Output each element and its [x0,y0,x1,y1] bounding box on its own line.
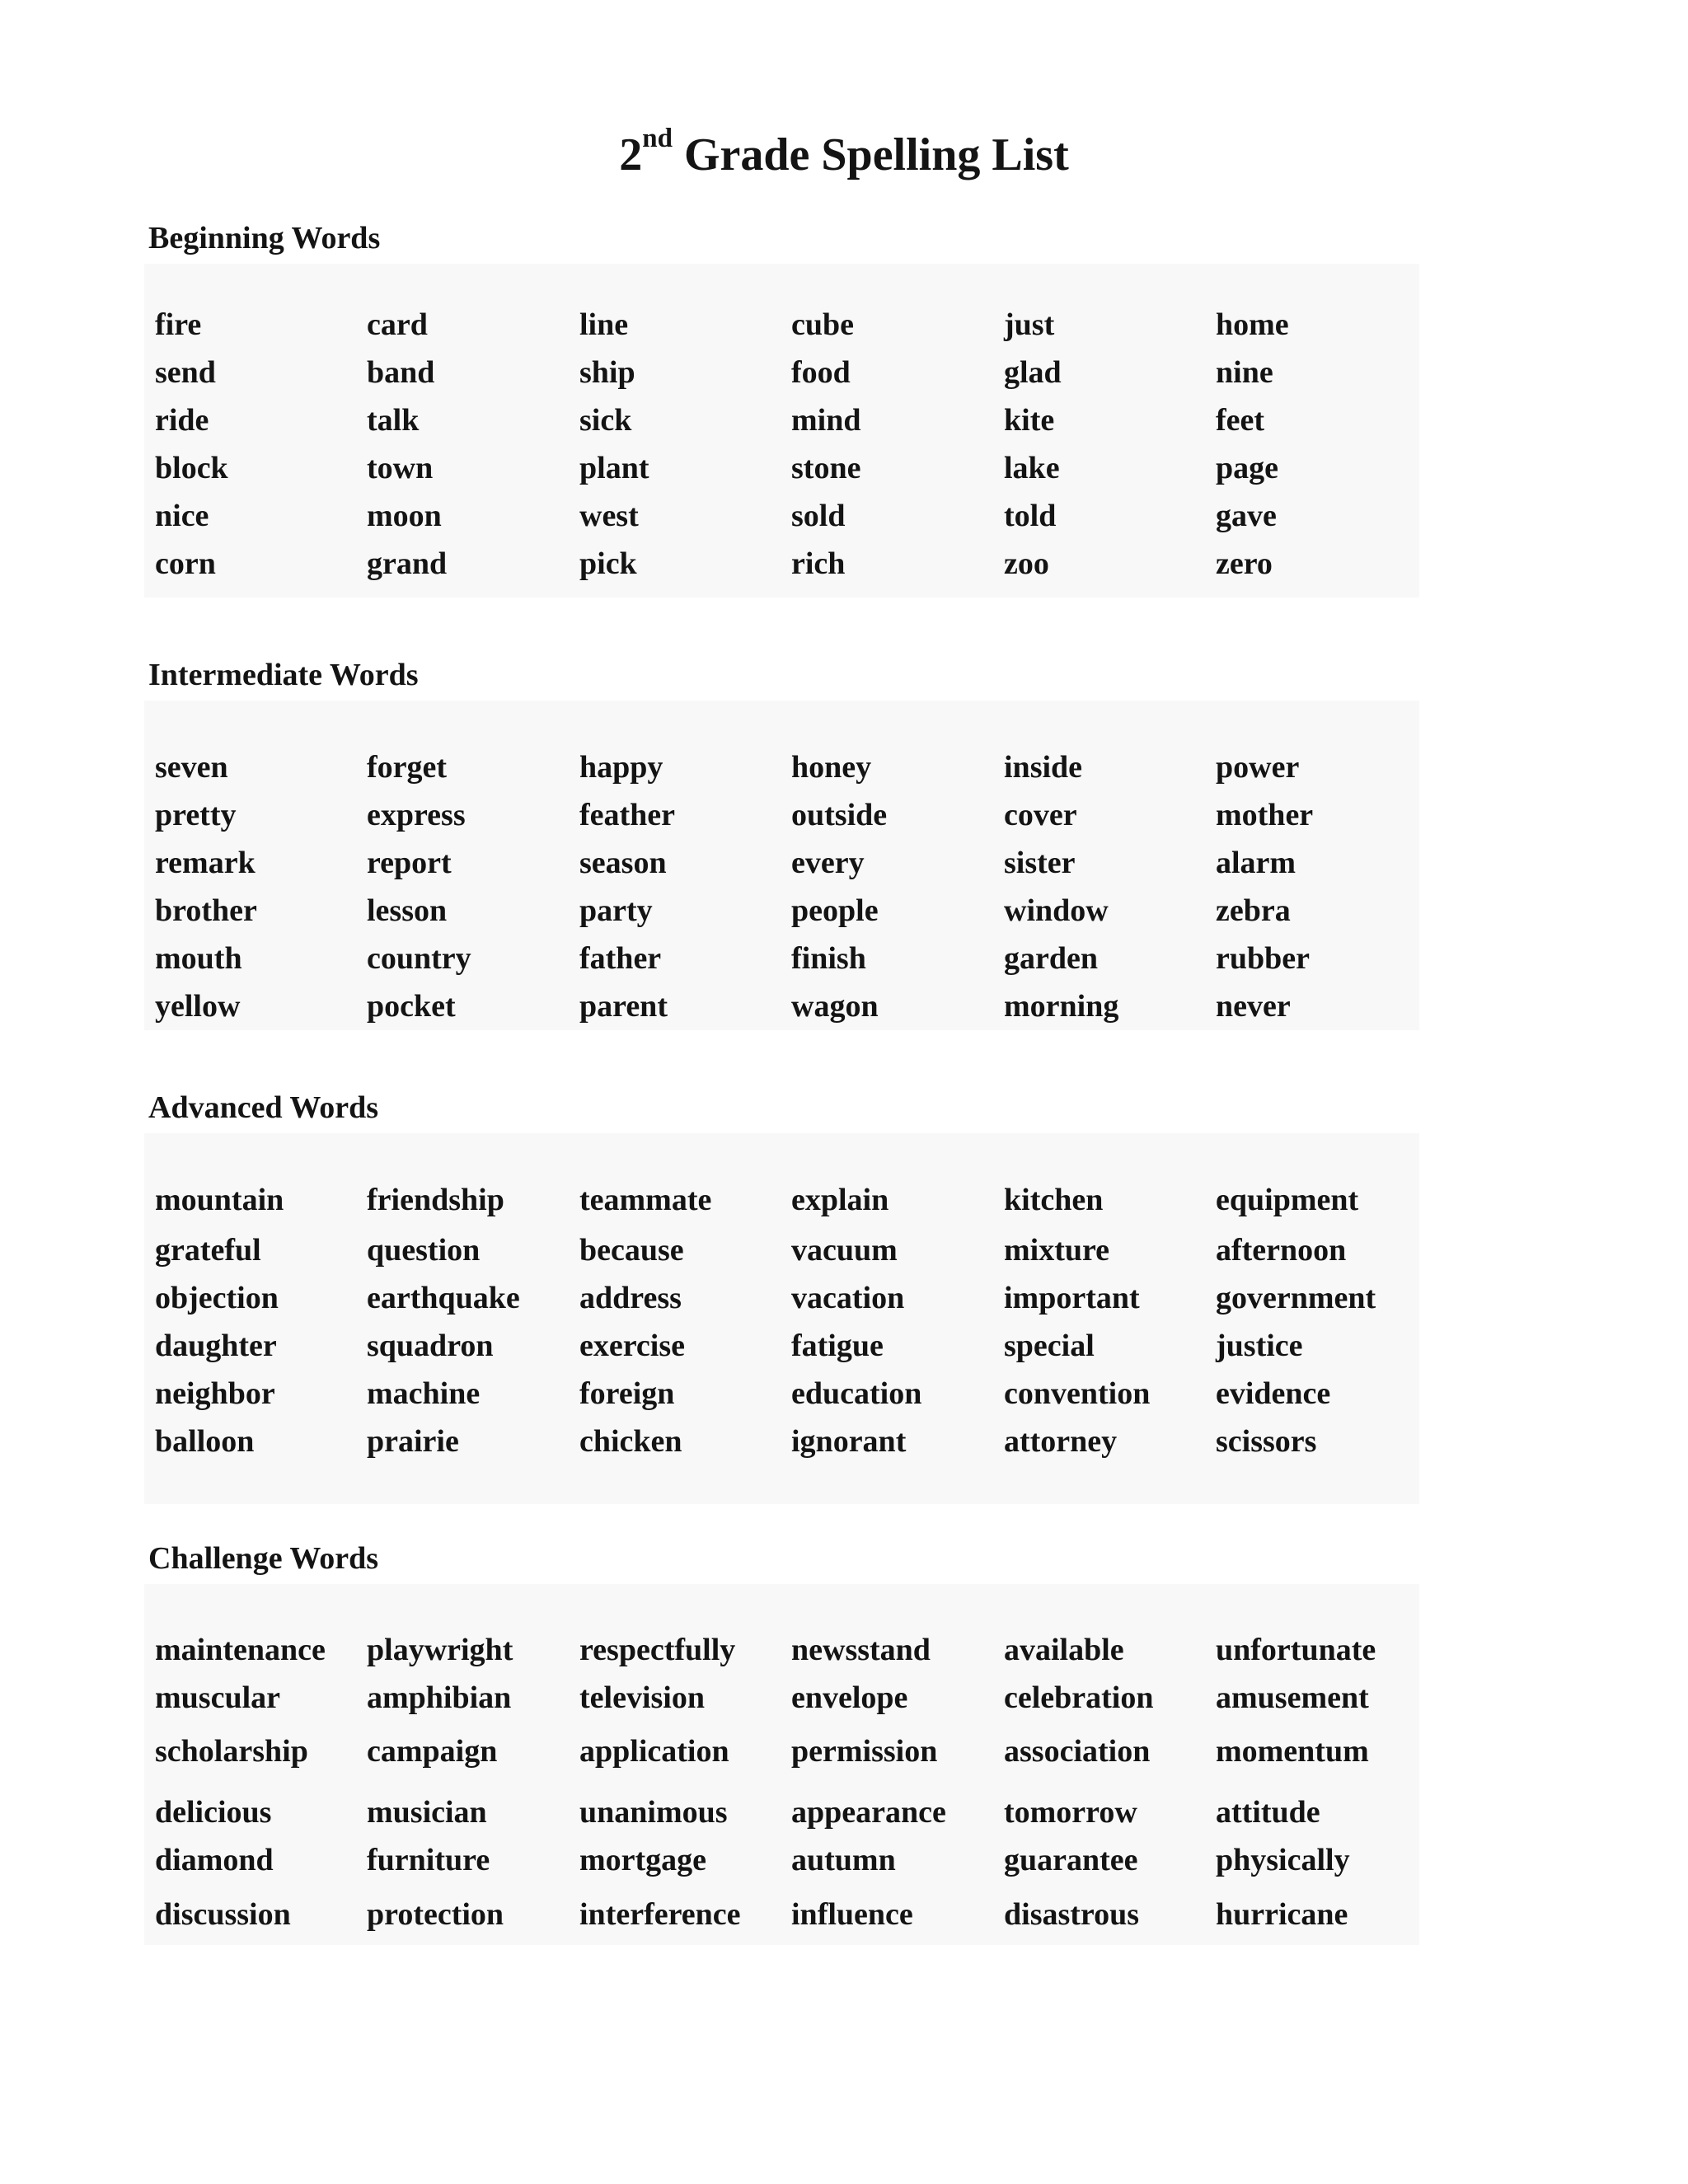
spelling-word: mountain [155,1183,284,1217]
spelling-word: party [579,893,653,928]
spelling-word: because [579,1233,684,1268]
spelling-word: mother [1216,798,1314,832]
spelling-word: block [155,451,228,485]
word-row [144,353,1419,392]
spelling-word: rubber [1216,941,1310,976]
spelling-word: foreign [579,1376,675,1411]
spelling-word: address [579,1281,682,1315]
spelling-word: sister [1004,846,1076,880]
spelling-word: convention [1004,1376,1151,1411]
spelling-word: pretty [155,798,237,832]
spelling-word: special [1004,1329,1095,1363]
spelling-word: envelope [791,1680,908,1715]
spelling-word: pocket [367,989,456,1024]
spelling-word: nine [1216,355,1273,390]
word-row [144,1230,1419,1270]
section-heading-challenge-words: Challenge Words [148,1541,379,1576]
spelling-word: cover [1004,798,1077,832]
section-heading-intermediate-words: Intermediate Words [148,658,419,692]
spelling-word: delicious [155,1795,272,1830]
spelling-word: ride [155,403,209,438]
spelling-word: mind [791,403,861,438]
spelling-word: discussion [155,1897,291,1932]
spelling-word: chicken [579,1424,682,1459]
spelling-word: line [579,307,629,342]
title-ordinal: 2 [619,129,643,180]
spelling-word: corn [155,546,216,581]
spelling-word: exercise [579,1329,685,1363]
spelling-word: zoo [1004,546,1049,581]
spelling-word: window [1004,893,1109,928]
spelling-word: amusement [1216,1680,1369,1715]
spelling-word: mortgage [579,1843,707,1877]
spelling-word: disastrous [1004,1897,1140,1932]
spelling-word: wagon [791,989,879,1024]
word-row [144,1678,1419,1718]
spelling-word: attorney [1004,1424,1118,1459]
spelling-word: government [1216,1281,1376,1315]
word-table-challenge-words [144,1584,1419,1945]
spelling-word: feet [1216,403,1265,438]
spelling-word: inside [1004,750,1083,785]
spelling-word: grand [367,546,448,581]
spelling-word: report [367,846,452,880]
spelling-word: vacuum [791,1233,898,1268]
spelling-word: justice [1216,1329,1303,1363]
word-row [144,1840,1419,1880]
spelling-word: alarm [1216,846,1296,880]
spelling-word: every [791,846,865,880]
spelling-word: autumn [791,1843,896,1877]
spelling-word: influence [791,1897,913,1932]
spelling-word: country [367,941,471,976]
spelling-word: campaign [367,1734,498,1769]
spelling-word: garden [1004,941,1098,976]
spelling-word: home [1216,307,1289,342]
spelling-word: happy [579,750,663,785]
spelling-word: amphibian [367,1680,512,1715]
word-row [144,1374,1419,1413]
spelling-word: kite [1004,403,1055,438]
spelling-word: momentum [1216,1734,1369,1769]
spelling-word: unfortunate [1216,1633,1376,1667]
spelling-word: send [155,355,216,390]
spelling-word: page [1216,451,1278,485]
spelling-word: balloon [155,1424,255,1459]
spelling-word: evidence [1216,1376,1331,1411]
word-row [144,1326,1419,1366]
spelling-word: musician [367,1795,487,1830]
spelling-word: guarantee [1004,1843,1138,1877]
spelling-word: moon [367,499,442,533]
spelling-word: hurricane [1216,1897,1348,1932]
spelling-word: yellow [155,989,241,1024]
spelling-word: plant [579,451,649,485]
section-heading-beginning-words: Beginning Words [148,221,381,255]
spelling-word: power [1216,750,1300,785]
spelling-word: afternoon [1216,1233,1347,1268]
spelling-word: mixture [1004,1233,1110,1268]
spelling-word: protection [367,1897,504,1932]
spelling-word: stone [791,451,861,485]
spelling-word: fire [155,307,202,342]
spelling-word: town [367,451,434,485]
spelling-word: people [791,893,879,928]
word-row [144,305,1419,344]
spelling-word: kitchen [1004,1183,1104,1217]
spelling-word: diamond [155,1843,274,1877]
spelling-word: grateful [155,1233,261,1268]
spelling-word: talk [367,403,420,438]
spelling-word: vacation [791,1281,905,1315]
word-row [144,1180,1419,1220]
word-row [144,1630,1419,1670]
spelling-word: just [1004,307,1055,342]
spelling-word: important [1004,1281,1140,1315]
spelling-word: television [579,1680,705,1715]
spelling-word: newsstand [791,1633,931,1667]
spelling-word: sold [791,499,846,533]
spelling-word: respectfully [579,1633,736,1667]
word-row [144,891,1419,930]
spelling-word: glad [1004,355,1062,390]
spelling-word: muscular [155,1680,280,1715]
spelling-word: neighbor [155,1376,275,1411]
spelling-word: morning [1004,989,1119,1024]
spelling-word: ship [579,355,635,390]
spelling-word: honey [791,750,872,785]
word-row [144,1422,1419,1461]
spelling-word: attitude [1216,1795,1320,1830]
spelling-word: squadron [367,1329,494,1363]
spelling-word: tomorrow [1004,1795,1137,1830]
spelling-word: daughter [155,1329,277,1363]
word-row [144,544,1419,583]
spelling-word: food [791,355,851,390]
word-table-intermediate-words [144,701,1419,1030]
spelling-word: permission [791,1734,938,1769]
spelling-word: rich [791,546,846,581]
word-row [144,1732,1419,1771]
page-title [0,124,1688,183]
spelling-word: fatigue [791,1329,884,1363]
spelling-word: card [367,307,428,342]
spelling-word: never [1216,989,1291,1024]
spelling-word: told [1004,499,1057,533]
spelling-word: forget [367,750,448,785]
spelling-word: earthquake [367,1281,520,1315]
spelling-word: seven [155,750,228,785]
word-row [144,1278,1419,1318]
spelling-word: lake [1004,451,1060,485]
spelling-word: finish [791,941,866,976]
word-row [144,843,1419,883]
word-row [144,795,1419,835]
spelling-word: feather [579,798,676,832]
spelling-word: machine [367,1376,481,1411]
word-row [144,748,1419,787]
word-table-beginning-words [144,264,1419,598]
spelling-word: band [367,355,435,390]
spelling-word: appearance [791,1795,946,1830]
spelling-word: cube [791,307,854,342]
spelling-word: prairie [367,1424,459,1459]
word-row [144,987,1419,1026]
spelling-word: question [367,1233,481,1268]
spelling-word: application [579,1734,729,1769]
spelling-word: nice [155,499,209,533]
word-row [144,401,1419,440]
spelling-word: season [579,846,667,880]
spelling-word: equipment [1216,1183,1359,1217]
spelling-word: explain [791,1183,889,1217]
spelling-word: sick [579,403,632,438]
spelling-word: unanimous [579,1795,728,1830]
word-row [144,1793,1419,1832]
spelling-word: teammate [579,1183,712,1217]
spelling-word: brother [155,893,257,928]
spelling-word: furniture [367,1843,490,1877]
spelling-word: gave [1216,499,1277,533]
spelling-word: scholarship [155,1734,308,1769]
spelling-word: outside [791,798,888,832]
spelling-word: objection [155,1281,279,1315]
spelling-word: father [579,941,662,976]
spelling-word: ignorant [791,1424,907,1459]
spelling-word: maintenance [155,1633,326,1667]
spelling-word: mouth [155,941,242,976]
title-text: Grade Spelling List [683,129,1069,180]
spelling-word: association [1004,1734,1151,1769]
word-row [144,1895,1419,1934]
spelling-word: express [367,798,466,832]
spelling-word: zero [1216,546,1273,581]
spelling-word: friendship [367,1183,504,1217]
spelling-word: playwright [367,1633,513,1667]
spelling-word: physically [1216,1843,1350,1877]
word-row [144,939,1419,978]
section-heading-advanced-words: Advanced Words [148,1090,379,1125]
spelling-word: zebra [1216,893,1291,928]
spelling-word: education [791,1376,922,1411]
spelling-word: celebration [1004,1680,1154,1715]
word-table-advanced-words [144,1133,1419,1504]
spelling-word: pick [579,546,637,581]
spelling-word: interference [579,1897,741,1932]
word-row [144,496,1419,536]
spelling-word: available [1004,1633,1124,1667]
spelling-word: lesson [367,893,448,928]
spelling-word: scissors [1216,1424,1317,1459]
word-row [144,448,1419,488]
spelling-word: parent [579,989,668,1024]
title-ordinal-suffix: nd [642,124,673,153]
spelling-word: remark [155,846,256,880]
spelling-word: west [579,499,639,533]
